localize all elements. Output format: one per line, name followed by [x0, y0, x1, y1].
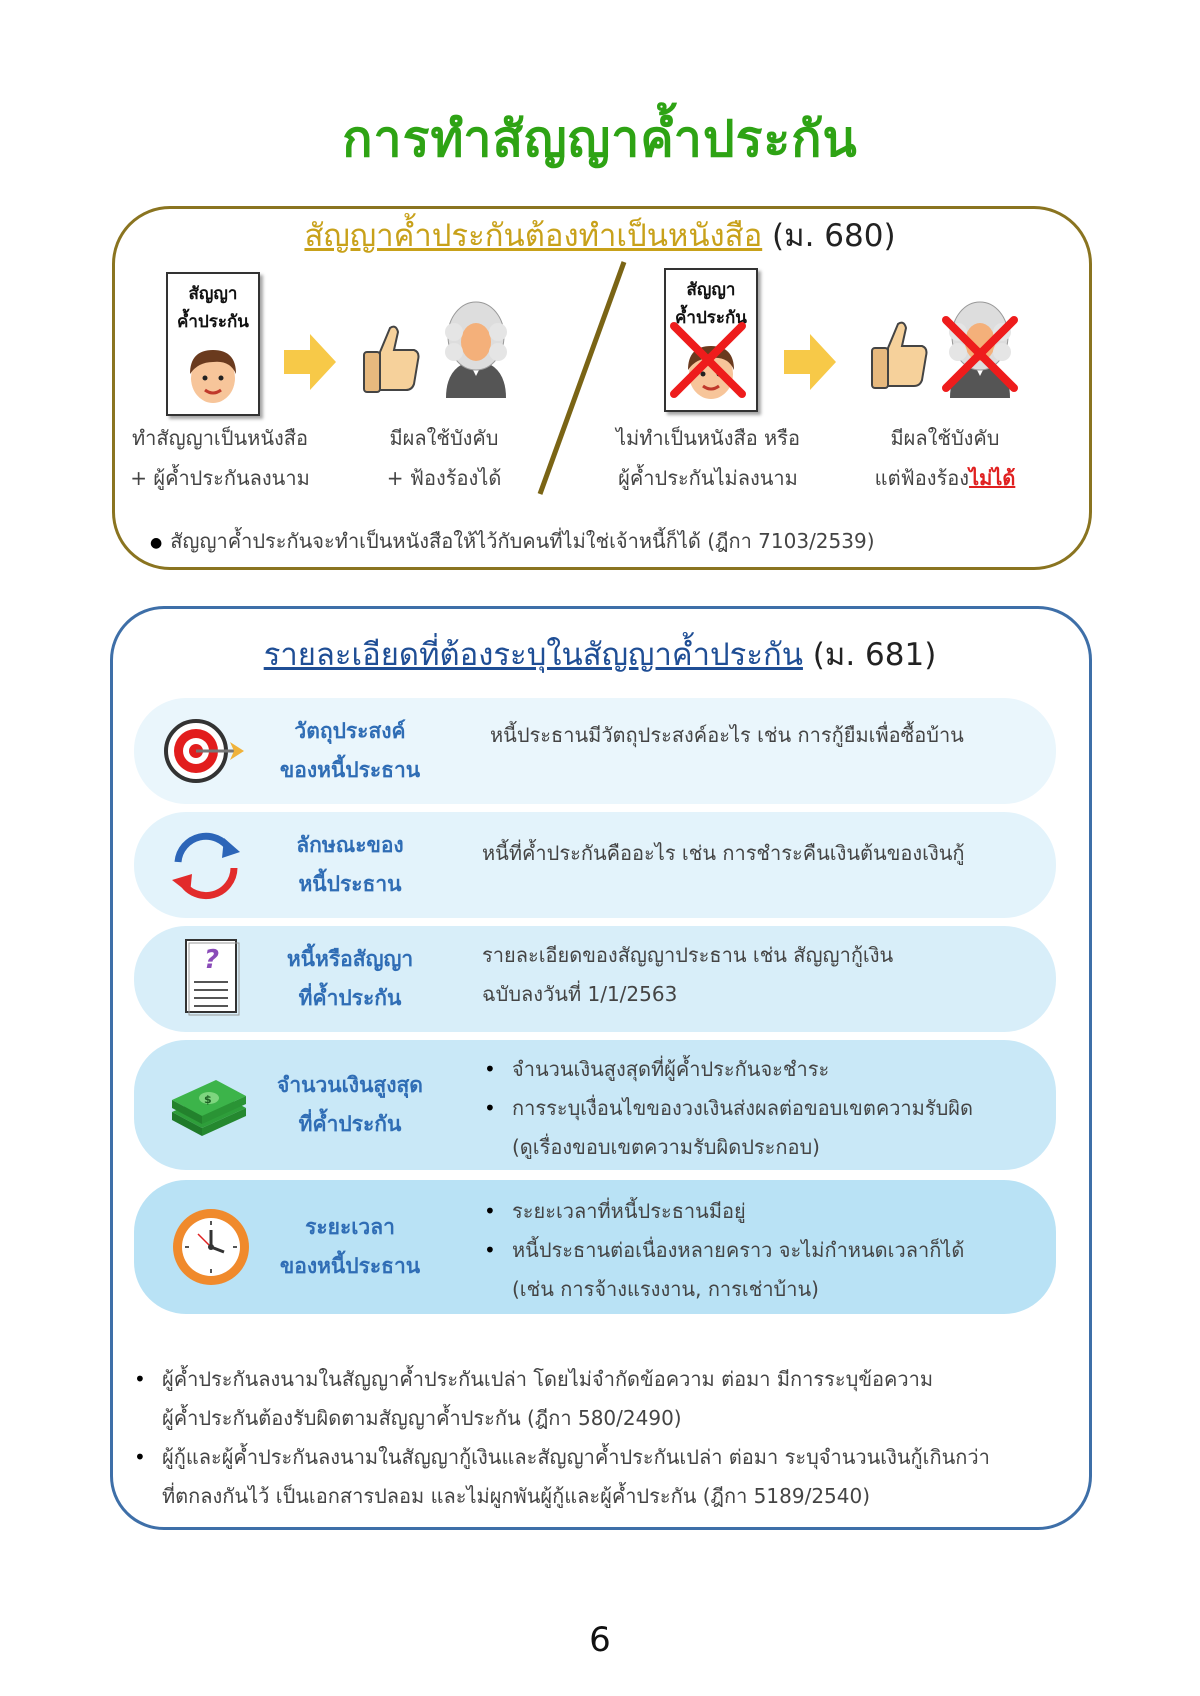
row-label-line2: ของหนี้ประธาน — [279, 758, 421, 782]
row-label-line1: ลักษณะของ — [296, 833, 404, 857]
row-label-line2: ของหนี้ประธาน — [279, 1254, 421, 1278]
row-label — [266, 1066, 434, 1144]
contract-document-valid — [166, 272, 260, 416]
question-document-icon — [170, 934, 256, 1020]
caption-line2-prefix: แต่ฟ้องร้อง — [874, 466, 970, 490]
caption-signed-contract — [120, 418, 320, 498]
arrow-right-icon — [284, 332, 336, 392]
row-label-line1: วัตถุประสงค์ — [294, 719, 406, 743]
note-item — [130, 1360, 1070, 1438]
note-line: • ผู้กู้และผู้ค้ำประกันลงนามในสัญญากู้เงินและสัญญาค้ำประกันเปล่า ต่อมา ระบุจำนวนเงินกู้เกินกว่า — [162, 1445, 990, 1469]
row-label-line1: ระยะเวลา — [305, 1215, 395, 1239]
caption-not-written — [598, 418, 818, 498]
row-label-line2: ที่ค้ำประกัน — [298, 1112, 402, 1136]
box2-heading-ref: (ม. 681) — [802, 637, 937, 673]
row-text-line2: ฉบับลงวันที่ 1/1/2563 — [482, 982, 678, 1006]
caption-line2: + ผู้ค้ำประกันลงนาม — [130, 466, 310, 490]
doc-label-line1: สัญญา — [686, 280, 736, 300]
caption-enforceable — [362, 418, 526, 498]
box2-notes — [130, 1360, 1070, 1516]
box1-heading-ref: (ม. 680) — [762, 218, 896, 254]
guarantor-face-icon — [168, 336, 258, 416]
note-line: ที่ตกลงกันไว้ เป็นเอกสารปลอม และไม่ผูกพันผู้กู้และผู้ค้ำประกัน (ฎีกา 5189/2540) — [162, 1484, 871, 1508]
caption-line1: ไม่ทำเป็นหนังสือ หรือ — [616, 426, 800, 450]
row-bullet: • จำนวนเงินสูงสุดที่ผู้ค้ำประกันจะชำระ — [484, 1050, 1044, 1089]
box2-heading-text: รายละเอียดที่ต้องระบุในสัญญาค้ำประกัน — [263, 637, 803, 673]
box1-heading-text: สัญญาค้ำประกันต้องทำเป็นหนังสือ — [304, 218, 763, 254]
thumbs-up-icon — [868, 318, 930, 392]
row-text — [482, 936, 1042, 1014]
box1-note-text: สัญญาค้ำประกันจะทำเป็นหนังสือให้ไว้กับคนที่ไม่ใช่เจ้าหนี้ก็ได้ (ฎีกา 7103/2539) — [170, 529, 875, 553]
judge-icon — [436, 294, 516, 400]
row-text-line1: หนี้ประธานมีวัตถุประสงค์อะไร เช่น การกู้ยืมเพื่อซื้อบ้าน — [490, 723, 964, 747]
svg-text:?: ? — [204, 945, 220, 975]
note-line: ผู้ค้ำประกันต้องรับผิดตามสัญญาค้ำประกัน (ฎีกา 580/2490) — [162, 1406, 682, 1430]
cycle-arrows-icon — [164, 822, 250, 908]
caption-line2 — [862, 458, 1028, 498]
caption-line2: + ฟ้องร้องได้ — [386, 466, 502, 490]
note-item — [130, 1438, 1070, 1516]
caption-line1: มีผลใช้บังคับ — [890, 426, 1000, 450]
row-text — [490, 716, 1030, 755]
doc-label-line2: ค้ำประกัน — [675, 308, 747, 328]
arrow-right-icon — [784, 332, 836, 392]
doc-label-line2: ค้ำประกัน — [177, 312, 249, 332]
doc-label-line1: สัญญา — [188, 284, 238, 304]
row-label — [266, 826, 434, 904]
red-x-icon — [666, 318, 750, 402]
caption-not-suable — [862, 418, 1028, 498]
caption-line1: มีผลใช้บังคับ — [389, 426, 499, 450]
note-line: • ผู้ค้ำประกันลงนามในสัญญาค้ำประกันเปล่า โดยไม่จำกัดข้อความ ต่อมา มีการระบุข้อความ — [162, 1367, 934, 1391]
row-bullet-continuation: (ดูเรื่องขอบเขตความรับผิดประกอบ) — [512, 1135, 820, 1159]
row-label — [266, 1208, 434, 1286]
caption-line2: ผู้ค้ำประกันไม่ลงนาม — [618, 466, 798, 490]
caption-emphasis: ไม่ได้ — [969, 466, 1016, 490]
row-text — [484, 1192, 1044, 1309]
row-text-line1: รายละเอียดของสัญญาประธาน เช่น สัญญากู้เงิน — [482, 943, 894, 967]
row-bullet: • หนี้ประธานต่อเนื่องหลายคราว จะไม่กำหนดเวลาก็ได้ — [484, 1231, 1044, 1270]
box1-heading — [0, 210, 1200, 260]
row-label — [266, 712, 434, 790]
row-bullet-continuation: (เช่น การจ้างแรงงาน, การเช่าบ้าน) — [512, 1277, 819, 1301]
clock-icon — [168, 1204, 254, 1290]
caption-line1: ทำสัญญาเป็นหนังสือ — [132, 426, 308, 450]
thumbs-up-icon — [360, 322, 422, 396]
row-label-line1: จำนวนเงินสูงสุด — [277, 1073, 423, 1097]
row-label-line2: ที่ค้ำประกัน — [298, 986, 402, 1010]
svg-text:$: $ — [204, 1093, 212, 1106]
target-icon — [160, 708, 246, 794]
row-label-line2: หนี้ประธาน — [298, 872, 402, 896]
red-x-icon — [938, 312, 1022, 396]
row-bullet: • ระยะเวลาที่หนี้ประธานมีอยู่ — [484, 1192, 1044, 1231]
row-label-line1: หนี้หรือสัญญา — [286, 947, 414, 971]
row-text — [484, 1050, 1044, 1167]
row-label — [266, 940, 434, 1018]
page-title: การทำสัญญาค้ำประกัน — [342, 110, 858, 168]
row-text — [482, 834, 1042, 873]
money-stack-icon — [166, 1062, 252, 1148]
page-number: 6 — [589, 1620, 611, 1660]
row-text-line1: หนี้ที่ค้ำประกันคืออะไร เช่น การชำระคืนเงินต้นของเงินกู้ — [482, 841, 965, 865]
box1-note: ● สัญญาค้ำประกันจะทำเป็นหนังสือให้ไว้กับคนที่ไม่ใช่เจ้าหนี้ก็ได้ (ฎีกา 7103/2539) — [150, 529, 875, 553]
row-bullet: • การระบุเงื่อนไขของวงเงินส่งผลต่อขอบเขตความรับผิด — [484, 1089, 1044, 1128]
box2-heading — [0, 629, 1200, 679]
